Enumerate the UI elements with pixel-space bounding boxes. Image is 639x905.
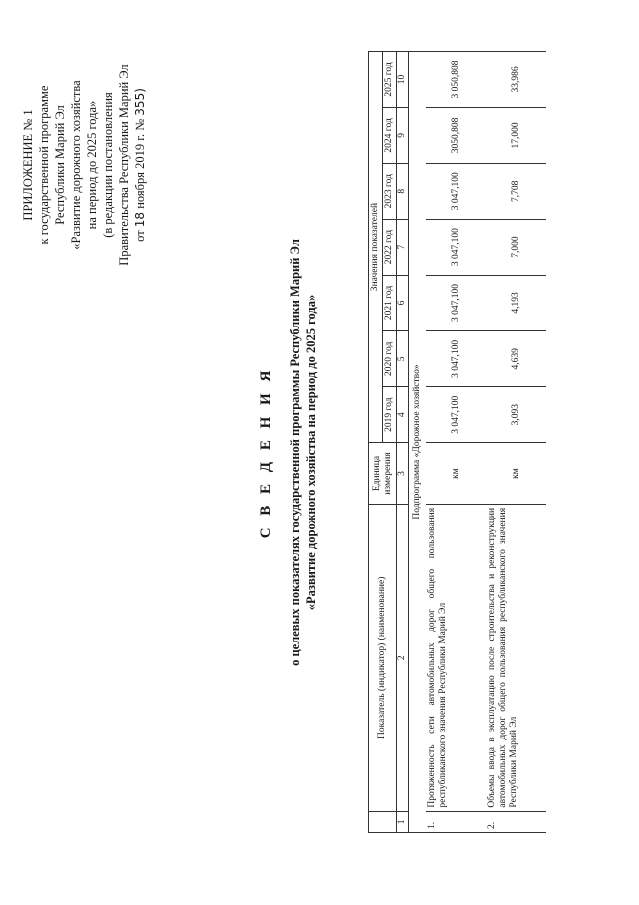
date-prefix: от — [133, 230, 147, 242]
subprogram-title: Подпрограмма «Дорожное хозяйство» — [409, 52, 427, 833]
header-values: Значения показателей — [369, 52, 383, 443]
row-value: 7,708 — [486, 163, 546, 219]
document-subtitle-line-1: о целевых показателях государственной программы Республики Марий Эл — [288, 239, 302, 666]
date-rest: ноября 2019 г. № — [133, 118, 147, 209]
row-unit: км — [486, 443, 546, 505]
column-index: 1 — [397, 811, 409, 832]
header-year: 2023 год — [383, 163, 397, 219]
header-year: 2022 год — [383, 219, 397, 275]
appendix-line: Республики Марий Эл — [53, 105, 67, 225]
header-year: 2025 год — [383, 52, 397, 108]
row-value: 3 047,100 — [426, 275, 486, 331]
column-index: 9 — [397, 107, 409, 163]
appendix-block — [20, 25, 148, 305]
appendix-line: ПРИЛОЖЕНИЕ № 1 — [21, 109, 35, 221]
header-year: 2021 год — [383, 275, 397, 331]
header-year: 2020 год — [383, 331, 397, 387]
column-index: 3 — [397, 443, 409, 505]
column-index: 6 — [397, 275, 409, 331]
document-title: С В Е Д Е Н И Я — [258, 366, 274, 539]
row-value: 3 050,808 — [426, 52, 486, 108]
header-indicator-name: Показатель (индикатор) (наименование) — [369, 504, 397, 811]
table-row — [486, 52, 546, 833]
row-number: 1. — [426, 811, 486, 832]
header-number-blank — [369, 811, 397, 832]
column-index: 8 — [397, 163, 409, 219]
header-year: 2024 год — [383, 107, 397, 163]
row-value: 4,193 — [486, 275, 546, 331]
row-value: 3,093 — [486, 387, 546, 443]
row-value: 17,000 — [486, 107, 546, 163]
row-value: 3 047,100 — [426, 331, 486, 387]
row-indicator-name: Объемы ввода в эксплуатацию после строительства и реконструкции автомобильных дорог общего пользования республиканского значения Республики Марий Эл — [486, 504, 546, 811]
appendix-line: (в редакции постановления — [101, 92, 115, 238]
column-index: 7 — [397, 219, 409, 275]
row-value: 3 047,100 — [426, 163, 486, 219]
row-value: 7,000 — [486, 219, 546, 275]
table-row — [426, 52, 486, 833]
header-year: 2019 год — [383, 387, 397, 443]
subprogram-row — [409, 52, 427, 833]
row-value: 3 047,100 — [426, 219, 486, 275]
row-value: 33,986 — [486, 52, 546, 108]
column-index: 2 — [397, 504, 409, 811]
appendix-line: Правительства Республики Марий Эл — [117, 64, 131, 266]
appendix-line: «Развитие дорожного хозяйства — [69, 80, 83, 250]
indicators-table — [368, 51, 546, 833]
date-number: 355) — [133, 88, 147, 116]
column-index-row — [397, 52, 409, 833]
row-indicator-name: Протяженность сети автомобильных дорог общего пользования республиканского значения Республики Марий Эл — [426, 504, 486, 811]
row-unit: км — [426, 443, 486, 505]
row-value: 4,639 — [486, 331, 546, 387]
appendix-line: на период до 2025 года» — [85, 100, 99, 230]
document-subtitle-line-2: «Развитие дорожного хозяйства на период до 2025 года» — [304, 294, 318, 611]
row-number: 2. — [486, 811, 546, 832]
title-block — [258, 0, 319, 905]
column-index: 10 — [397, 52, 409, 108]
header-unit: Единица измерения — [369, 443, 397, 505]
column-index: 4 — [397, 387, 409, 443]
column-index: 5 — [397, 331, 409, 387]
row-value: 3050,808 — [426, 107, 486, 163]
date-day: 18 — [133, 211, 147, 228]
appendix-line: к государственной программе — [37, 85, 51, 245]
row-value: 3 047,100 — [426, 387, 486, 443]
appendix-date-line — [132, 25, 148, 305]
